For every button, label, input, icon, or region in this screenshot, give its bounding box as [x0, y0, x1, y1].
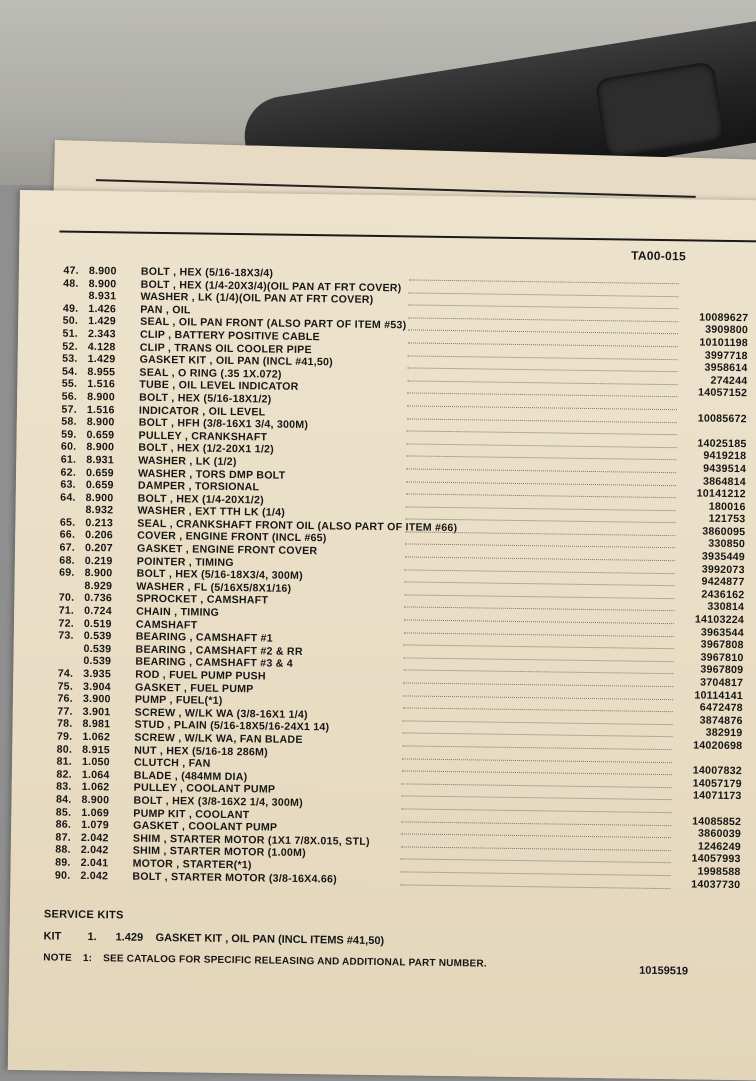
- part-group-code: 2.041: [81, 857, 121, 870]
- parts-list: [40, 264, 739, 891]
- note-label: NOTE: [43, 952, 72, 963]
- part-group-code: 0.539: [84, 643, 124, 656]
- part-description: WASHER , LK (1/2): [138, 455, 237, 469]
- part-description: SEAL , OIL PAN FRONT (ALSO PART OF ITEM #53): [140, 316, 406, 332]
- part-description: SEAL , CRANKSHAFT FRONT OIL (ALSO PART OF ITEM #66): [137, 518, 457, 535]
- part-group-code: 8.931: [86, 454, 126, 467]
- part-description: STUD , PLAIN (5/16-18X5/16-24X1 14): [134, 719, 329, 734]
- part-number: 9419218: [656, 449, 746, 463]
- part-group-code: 2.042: [81, 844, 121, 857]
- part-item-number: 90.: [40, 869, 70, 882]
- part-number: 9439514: [656, 462, 746, 476]
- part-item-number: 55.: [47, 378, 77, 391]
- part-number: 14057993: [651, 852, 741, 866]
- part-item-number: 49.: [48, 302, 78, 315]
- part-group-code: 0.539: [83, 655, 123, 668]
- part-group-code: 8.900: [89, 265, 129, 278]
- part-description: CLIP , TRANS OIL COOLER PIPE: [140, 341, 312, 356]
- header-rule: [59, 231, 756, 243]
- kit-part-number: 10159519: [639, 965, 688, 978]
- part-number: 3864814: [656, 474, 746, 488]
- part-group-code: 3.904: [83, 681, 123, 694]
- part-description: TUBE , OIL LEVEL INDICATOR: [139, 379, 299, 394]
- part-description: BEARING , CAMSHAFT #3 & 4: [135, 656, 293, 671]
- part-item-number: 70.: [44, 592, 74, 605]
- part-item-number: 85.: [41, 806, 71, 819]
- part-item-number: 71.: [44, 604, 74, 617]
- note-number: 1:: [83, 953, 92, 964]
- part-group-code: 8.931: [88, 290, 128, 303]
- part-item-number: 76.: [43, 693, 73, 706]
- part-number: 14037730: [650, 877, 740, 891]
- part-item-number: 84.: [41, 793, 71, 806]
- part-item-number: 64.: [46, 491, 76, 504]
- part-number: 14057152: [657, 386, 747, 400]
- part-group-code: 3.935: [83, 668, 123, 681]
- part-item-number: 67.: [45, 541, 75, 554]
- part-group-code: 8.932: [85, 504, 125, 517]
- parts-list-page: [8, 190, 756, 1081]
- part-number: 3874876: [653, 714, 743, 728]
- part-item-number: 51.: [48, 327, 78, 340]
- part-group-code: 0.219: [85, 555, 125, 568]
- part-description: WASHER , LK (1/4)(OIL PAN AT FRT COVER): [140, 291, 373, 307]
- part-group-code: 0.724: [84, 605, 124, 618]
- part-item-number: 87.: [41, 831, 71, 844]
- part-item-number: 73.: [44, 630, 74, 643]
- part-number: 14103224: [654, 613, 744, 627]
- part-group-code: 8.915: [82, 743, 122, 756]
- part-description: GASKET , COOLANT PUMP: [133, 820, 277, 835]
- part-item-number: 66.: [45, 529, 75, 542]
- part-description: BOLT , HFH (3/8-16X1 3/4, 300M): [139, 417, 309, 432]
- part-number: 6472478: [653, 701, 743, 715]
- part-description: PUMP KIT , COOLANT: [133, 807, 249, 821]
- part-item-number: 48.: [49, 277, 79, 290]
- part-group-code: 0.659: [86, 466, 126, 479]
- part-description: SEAL , O RING (.35 1X.072): [139, 366, 281, 381]
- part-description: SHIM , STARTER MOTOR (1X1 7/8X.015, STL): [133, 832, 370, 848]
- part-description: SCREW , W/LK WA, FAN BLADE: [134, 732, 303, 747]
- part-group-code: 0.207: [85, 542, 125, 555]
- part-item-number: 86.: [41, 818, 71, 831]
- kit-item: 1.: [87, 931, 96, 943]
- part-group-code: 0.659: [86, 479, 126, 492]
- service-kit-row: [44, 930, 734, 940]
- part-item-number: 62.: [46, 466, 76, 479]
- part-group-code: 1.062: [82, 731, 122, 744]
- part-number: 10101198: [658, 336, 748, 350]
- part-item-number: 83.: [42, 781, 72, 794]
- part-number: 3704817: [653, 676, 743, 690]
- part-group-code: 0.519: [84, 618, 124, 631]
- part-number: 3958614: [657, 361, 747, 375]
- dot-leader: [400, 874, 670, 889]
- part-item-number: 74.: [43, 667, 73, 680]
- part-description: BOLT , HEX (5/16-18X1/2): [139, 392, 272, 406]
- part-group-code: 1.050: [82, 756, 122, 769]
- part-group-code: 8.900: [81, 794, 121, 807]
- kit-description: GASKET KIT , OIL PAN (INCL ITEMS #41,50): [155, 932, 384, 947]
- part-group-code: 8.900: [85, 567, 125, 580]
- part-number: 330814: [654, 600, 744, 614]
- part-group-code: 2.042: [81, 832, 121, 845]
- part-number: 3967810: [653, 651, 743, 665]
- part-group-code: 8.900: [87, 416, 127, 429]
- part-group-code: 0.736: [84, 592, 124, 605]
- part-description: BOLT , HEX (3/8-16X2 1/4, 300M): [133, 795, 303, 810]
- kit-code: 1.429: [115, 931, 143, 943]
- part-group-code: 3.901: [83, 706, 123, 719]
- part-group-code: 0.539: [84, 630, 124, 643]
- part-group-code: 8.929: [84, 580, 124, 593]
- part-group-code: 1.429: [88, 353, 128, 366]
- part-group-code: 1.516: [87, 403, 127, 416]
- part-item-number: 61.: [46, 453, 76, 466]
- part-number: 274244: [657, 374, 747, 388]
- part-group-code: 4.128: [88, 341, 128, 354]
- part-number: 14085852: [651, 814, 741, 828]
- part-description: WASHER , EXT TTH LK (1/4): [137, 505, 285, 520]
- part-item-number: 89.: [41, 856, 71, 869]
- part-description: ROD , FUEL PUMP PUSH: [135, 669, 266, 683]
- part-description: BOLT , HEX (5/16-18X3/4): [141, 266, 274, 280]
- part-number: 180016: [656, 500, 746, 514]
- part-item-number: 58.: [47, 416, 77, 429]
- part-number: 10114141: [653, 688, 743, 702]
- part-item-number: 69.: [45, 567, 75, 580]
- part-number: 14071173: [652, 789, 742, 803]
- part-description: CHAIN , TIMING: [136, 606, 219, 620]
- part-description: GASKET , FUEL PUMP: [135, 681, 254, 695]
- part-group-code: 2.042: [80, 869, 120, 882]
- part-item-number: 88.: [41, 844, 71, 857]
- part-number: 14057179: [652, 777, 742, 791]
- kit-label: KIT: [43, 930, 61, 942]
- part-description: BOLT , HEX (1/4-20X3/4)(OIL PAN AT FRT COVER): [141, 278, 402, 294]
- part-description: MOTOR , STARTER(*1): [133, 858, 252, 872]
- part-number: 14025185: [656, 437, 746, 451]
- part-number: 330850: [655, 537, 745, 551]
- part-item-number: 47.: [49, 264, 79, 277]
- part-group-code: 3.900: [83, 693, 123, 706]
- part-description: PAN , OIL: [140, 303, 190, 316]
- part-group-code: 8.900: [89, 278, 129, 291]
- part-group-code: 1.062: [82, 781, 122, 794]
- part-description: BOLT , HEX (1/4-20X1/2): [138, 492, 264, 506]
- part-number: 2436162: [654, 588, 744, 602]
- part-number: 10141212: [656, 487, 746, 501]
- part-item-number: 65.: [45, 516, 75, 529]
- part-description: SPROCKET , CAMSHAFT: [136, 593, 268, 607]
- part-description: BOLT , HEX (5/16-18X3/4, 300M): [137, 568, 303, 583]
- part-description: POINTER , TIMING: [137, 555, 234, 569]
- part-item-number: 56.: [47, 390, 77, 403]
- part-number: 121753: [655, 512, 745, 526]
- part-item-number: 59.: [47, 428, 77, 441]
- part-group-code: 1.516: [87, 378, 127, 391]
- part-number: 10085672: [657, 411, 747, 425]
- part-group-code: 1.429: [88, 315, 128, 328]
- part-description: GASKET KIT , OIL PAN (INCL #41,50): [140, 354, 334, 369]
- part-item-number: 53.: [48, 353, 78, 366]
- part-description: COVER , ENGINE FRONT (INCL #65): [137, 530, 327, 545]
- part-group-code: 1.426: [88, 303, 128, 316]
- part-number: 3860095: [655, 525, 745, 539]
- part-description: BOLT , HEX (1/2-20X1 1/2): [138, 442, 274, 456]
- part-description: NUT , HEX (5/16-18 286M): [134, 744, 268, 758]
- part-description: BOLT , STARTER MOTOR (3/8-16X4.66): [132, 870, 337, 885]
- part-item-number: 68.: [45, 554, 75, 567]
- part-group-code: 8.981: [82, 718, 122, 731]
- part-item-number: 50.: [48, 315, 78, 328]
- part-item-number: 79.: [42, 730, 72, 743]
- part-group-code: 1.064: [82, 769, 122, 782]
- part-description: CLIP , BATTERY POSITIVE CABLE: [140, 329, 320, 344]
- part-number: 3967808: [654, 638, 744, 652]
- document-id: TA00-015: [631, 249, 686, 264]
- part-group-code: 0.659: [86, 429, 126, 442]
- part-number: 1998588: [650, 865, 740, 879]
- part-description: BLADE , (484MM DIA): [134, 769, 248, 783]
- part-number: 9424877: [655, 575, 745, 589]
- part-description: PUMP , FUEL(*1): [135, 694, 223, 708]
- part-description: BEARING , CAMSHAFT #1: [136, 631, 273, 646]
- part-group-code: 1.069: [81, 806, 121, 819]
- part-description: PULLEY , CRANKSHAFT: [138, 429, 267, 443]
- part-number: 1246249: [651, 840, 741, 854]
- part-group-code: 8.955: [87, 366, 127, 379]
- part-item-number: 57.: [47, 403, 77, 416]
- part-number: 3967809: [653, 663, 743, 677]
- part-item-number: 77.: [43, 705, 73, 718]
- part-item-number: 63.: [46, 478, 76, 491]
- part-group-code: 1.079: [81, 819, 121, 832]
- part-description: INDICATOR , OIL LEVEL: [139, 404, 266, 418]
- part-item-number: 54.: [47, 365, 77, 378]
- part-group-code: 8.900: [86, 492, 126, 505]
- part-item-number: 75.: [43, 680, 73, 693]
- part-number: 3909800: [658, 323, 748, 337]
- part-number: 3860039: [651, 827, 741, 841]
- part-description: PULLEY , COOLANT PUMP: [134, 782, 276, 797]
- part-group-code: 2.343: [88, 328, 128, 341]
- part-item-number: 81.: [42, 756, 72, 769]
- note-row: [43, 952, 495, 969]
- part-description: DAMPER , TORSIONAL: [138, 480, 260, 494]
- part-group-code: 0.206: [85, 529, 125, 542]
- part-number: 3963544: [654, 626, 744, 640]
- part-description: CAMSHAFT: [136, 618, 198, 631]
- part-item-number: 82.: [42, 768, 72, 781]
- part-description: WASHER , TORS DMP BOLT: [138, 467, 286, 482]
- part-group-code: 0.213: [85, 517, 125, 530]
- service-kits-heading: SERVICE KITS: [44, 908, 124, 921]
- part-number: 3935449: [655, 550, 745, 564]
- part-number: 14007832: [652, 764, 742, 778]
- note-text: SEE CATALOG FOR SPECIFIC RELEASING AND ADDITIONAL PART NUMBER.: [103, 953, 487, 969]
- part-description: BEARING , CAMSHAFT #2 & RR: [136, 643, 303, 658]
- part-number: 14020698: [652, 739, 742, 753]
- part-group-code: 8.900: [86, 441, 126, 454]
- part-item-number: 52.: [48, 340, 78, 353]
- part-description: SCREW , W/LK WA (3/8-16X1 1/4): [135, 706, 308, 721]
- part-number: 382919: [652, 726, 742, 740]
- part-number: 3992073: [655, 563, 745, 577]
- part-description: GASKET , ENGINE FRONT COVER: [137, 543, 318, 558]
- part-group-code: 8.900: [87, 391, 127, 404]
- part-number: 10089627: [658, 311, 748, 325]
- part-description: CLUTCH , FAN: [134, 757, 211, 771]
- part-description: SHIM , STARTER MOTOR (1.00M): [133, 845, 306, 860]
- part-item-number: 72.: [44, 617, 74, 630]
- part-number: 3997718: [658, 348, 748, 362]
- part-item-number: 60.: [46, 441, 76, 454]
- part-item-number: 80.: [42, 743, 72, 756]
- part-item-number: 78.: [42, 718, 72, 731]
- part-description: WASHER , FL (5/16X5/8X1/16): [136, 581, 291, 596]
